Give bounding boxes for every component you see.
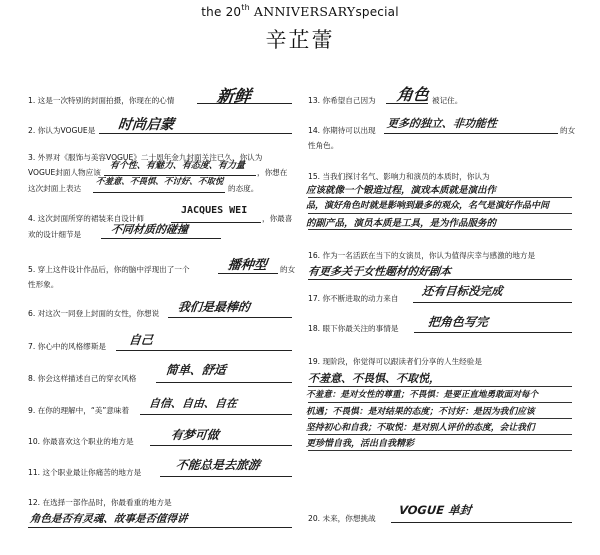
answer-line bbox=[308, 229, 572, 230]
answer-line bbox=[156, 382, 292, 383]
question-8: 8. 你会这样描述自己的穿衣风格 bbox=[28, 374, 137, 383]
answer-line bbox=[391, 522, 572, 523]
answer-5: 播种型 bbox=[227, 258, 268, 273]
answer-8: 简单、舒适 bbox=[165, 363, 227, 377]
answer-line bbox=[414, 332, 572, 333]
answer-line bbox=[413, 302, 572, 303]
answer-line bbox=[218, 273, 278, 274]
answer-15-line-3: 的副产品，演员本质是工具，是为作品服务的 bbox=[306, 218, 497, 229]
answer-3b: 不羞意、不畏惧、不讨好、不取悦 bbox=[95, 177, 224, 187]
question-3-line-2b: ，你想在 bbox=[257, 168, 288, 177]
answer-18: 把角色写完 bbox=[427, 315, 489, 329]
question-19: 19. 现阶段，你觉得可以跟读者们分享的人生经验是 bbox=[308, 357, 482, 366]
answer-line bbox=[308, 450, 572, 451]
answer-3a: 有个性、有魅力、有态度、有力量 bbox=[109, 161, 246, 171]
question-16: 16. 作为一名活跃在当下的女演员，你认为值得庆幸与感激的地方是 bbox=[308, 251, 536, 260]
answer-19-line-2: 不羞意：是对女性的尊重；不畏惧：是要正直地勇敢面对每个 bbox=[306, 390, 539, 400]
answer-line bbox=[99, 133, 292, 134]
question-3-line-3: 这次封面上表达 bbox=[28, 184, 82, 193]
question-18: 18. 眼下你最关注的事情是 bbox=[308, 324, 399, 333]
answer-2: 时尚启蒙 bbox=[117, 117, 175, 133]
question-13: 13. 你希望自己因为 bbox=[308, 96, 376, 105]
answer-16: 有更多关于女性题材的好剧本 bbox=[307, 265, 452, 278]
answer-line bbox=[386, 103, 428, 104]
answer-line bbox=[28, 527, 292, 528]
answer-line bbox=[150, 445, 292, 446]
question-3-line-3b: 的态度。 bbox=[228, 184, 259, 193]
answer-line bbox=[197, 103, 292, 104]
answer-19-line-3: 机遇；不畏惧：是对结果的态度；不讨好：是因为我们应该 bbox=[306, 407, 535, 417]
answer-9: 自信、自由、自在 bbox=[148, 397, 238, 410]
question-4-line-2: 欢的设计细节是 bbox=[28, 230, 82, 239]
question-7: 7. 你心中的风格缪斯是 bbox=[28, 342, 107, 351]
page-title: 辛芷蕾 bbox=[265, 28, 335, 52]
answer-line bbox=[308, 386, 572, 387]
question-14b: 的女 bbox=[560, 126, 576, 135]
question-4-line-1: 4. 这次封面所穿的裙装来自设计师 bbox=[28, 214, 144, 223]
answer-line bbox=[116, 350, 292, 351]
answer-6: 我们是最棒的 bbox=[177, 300, 251, 314]
answer-1: 新鲜 bbox=[215, 87, 252, 107]
question-17: 17. 你不断进取的动力来自 bbox=[308, 294, 399, 303]
answer-20: VOGUE 单封 bbox=[398, 503, 472, 517]
answer-line bbox=[308, 418, 572, 419]
answer-line bbox=[308, 402, 572, 403]
question-2: 2. 你认为VOGUE是 bbox=[28, 126, 96, 135]
answer-15-line-1: 应该就像一个锻造过程，演戏本质就是演出作 bbox=[306, 185, 497, 196]
question-5-line-2: 性形象。 bbox=[28, 280, 59, 289]
question-3-line-2: VOGUE封面人物应该 bbox=[28, 168, 101, 177]
question-13b: 被记住。 bbox=[432, 96, 463, 105]
answer-19-line-4: 坚持初心和自我；不取悦：是对别人评价的态度，会让我们 bbox=[306, 423, 535, 433]
question-6: 6. 对这次一同登上封面的女性，你想说 bbox=[28, 309, 160, 318]
answer-11: 不能总是去旅游 bbox=[175, 458, 261, 472]
question-14c: 性角色。 bbox=[308, 141, 339, 150]
answer-line bbox=[101, 238, 221, 239]
question-5-line-1: 5. 穿上这件设计作品后，你的脑中浮现出了一个 bbox=[28, 265, 190, 274]
question-15: 15. 当我们探讨名气、影响力和演员的本质时，你认为 bbox=[308, 172, 490, 181]
question-14: 14. 你期待可以出现 bbox=[308, 126, 376, 135]
question-5-line-1b: 的女 bbox=[280, 265, 296, 274]
answer-line bbox=[93, 192, 225, 193]
answer-17: 还有目标没完成 bbox=[421, 284, 504, 298]
answer-line bbox=[308, 213, 572, 214]
answer-14: 更多的独立、非功能性 bbox=[386, 117, 498, 130]
question-1: 1. 这是一次特别的封面拍摄，你现在的心情 bbox=[28, 96, 175, 105]
question-12: 12. 在选择一部作品时，你最看重的地方是 bbox=[28, 498, 172, 507]
answer-4b: 不同材质的碰撞 bbox=[110, 223, 189, 236]
answer-line bbox=[140, 414, 292, 415]
answer-7: 自己 bbox=[128, 333, 154, 347]
answer-line bbox=[308, 279, 572, 280]
question-11: 11. 这个职业最让你痛苦的地方是 bbox=[28, 468, 142, 477]
answer-line bbox=[160, 476, 292, 477]
question-10: 10. 你最喜欢这个职业的地方是 bbox=[28, 437, 134, 446]
magazine-header: the 20th ANNIVERSARYspecial bbox=[201, 3, 399, 19]
answer-19-line-1: 不羞意、不畏惧、不取悦， bbox=[308, 372, 440, 385]
question-9: 9. 在你的理解中，“美”意味着 bbox=[28, 406, 130, 415]
answer-13: 角色 bbox=[395, 85, 430, 104]
question-4-line-1b: ，你最喜 bbox=[262, 214, 293, 223]
answer-19-line-5: 更珍惜自我，活出自我精彩 bbox=[306, 439, 415, 449]
answer-line bbox=[384, 133, 558, 134]
answer-10: 有梦可做 bbox=[170, 428, 220, 442]
answer-15-line-2: 品，演好角色时就是影响到最多的观众，名气是演好作品中间 bbox=[306, 201, 550, 211]
answer-line bbox=[308, 434, 572, 435]
question-20: 20. 未来，你想挑战 bbox=[308, 514, 376, 523]
answer-12: 角色是否有灵魂、故事是否值得讲 bbox=[29, 513, 189, 525]
answer-4a: JACQUES WEI bbox=[181, 205, 248, 216]
answer-line bbox=[168, 317, 292, 318]
question-3-line-1: 3. 外界对《服饰与美容VOGUE》二十周年金九封面关注已久，你认为 bbox=[28, 153, 263, 162]
